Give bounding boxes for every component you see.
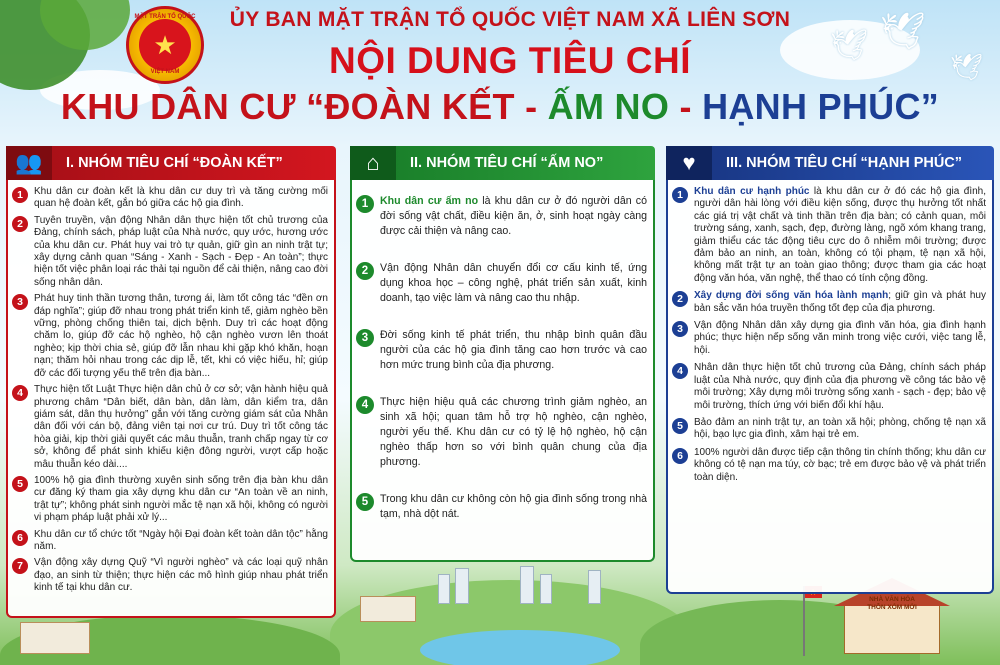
list-item [12, 475, 328, 525]
criteria-list [350, 180, 655, 562]
list-item [356, 261, 647, 306]
item-text: Phát huy tinh thần tương thân, tương ái, làm tốt công tác “đền ơn đáp nghĩa”; giúp đỡ nhau trong phát triển kinh tế, giảm nghèo bền vững, phòng chống thiên tai, dịch bệnh. Duy trì các hoạt động chăm lo, giúp đỡ các hộ nghèo, hộ cận nghèo vươn lên thoát nghèo; kịp thời chia sẻ, giúp đỡ lẫn nhau khi gặp khó khăn, hoạn nạn; thăm hỏi nhau trong các dịp lễ, tết, khi có việc hiếu, hỉ; giúp đỡ các đối tượng yếu thế trên địa bàn... [34, 293, 328, 379]
item-number: 3 [356, 329, 374, 347]
item-text: Tuyên truyền, vận động Nhân dân thực hiện tốt chủ trương của Đảng, chính sách, pháp luật của Nhà nước, quy ước, hương ước của khu dân cư. Phát huy vai trò tự quản, giữ gìn an ninh trật tự; xây dựng cảnh quan “Sáng - Xanh - Sạch - Đẹp - An toàn”; thực hiện tốt việc phân loại rác thải tại nguồn để cải thiện, nâng cao đời sống nhân dân. [34, 214, 328, 288]
item-number: 2 [672, 291, 688, 307]
item-number: 5 [672, 418, 688, 434]
emblem-bottom-text: VIỆT NAM [150, 69, 180, 75]
list-item [672, 447, 986, 484]
list-item [12, 186, 328, 211]
item-text: Đời sống kinh tế phát triển, thu nhập bình quân đầu người của các hộ gia đình tăng cao hơn trước và cao hơn mức trung bình của địa phương. [380, 329, 647, 371]
item-text: Vận động xây dựng Quỹ “Vì người nghèo” và các loại quỹ nhân đạo, an sinh từ thiện; thực hiện các mô hình giúp nhau phát triển kinh tế tại khu dân cư. [34, 557, 328, 594]
item-text: Thực hiện hiệu quả các chương trình giảm nghèo, an sinh xã hội; quan tâm hỗ trợ hộ nghèo, cận nghèo, người yếu thế. Khu dân cư có tỷ lệ hộ nghèo, hộ cận nghèo thấp hơn so với bình quân chung của địa phương. [380, 396, 647, 468]
criteria-group-prosperity [350, 146, 655, 562]
star-icon: ★ [139, 19, 191, 71]
people-group-icon: 👥 [6, 146, 52, 180]
dove-icon: 🕊 [880, 10, 926, 51]
list-item [356, 194, 647, 239]
item-number: 5 [12, 476, 28, 492]
list-item [12, 529, 328, 554]
sub-title-part1: KHU DÂN CƯ “ĐOÀN KẾT - [60, 86, 548, 127]
list-item [12, 293, 328, 380]
dove-icon: 🕊 [950, 52, 984, 82]
item-number: 4 [12, 385, 28, 401]
item-lead: Xây dựng đời sống văn hóa lành mạnh [694, 290, 889, 302]
item-number: 1 [12, 187, 28, 203]
family-heart-icon: ♥ [666, 146, 712, 180]
criteria-group-solidarity [6, 146, 336, 618]
item-number: 6 [672, 448, 688, 464]
criteria-group-happiness [666, 146, 994, 594]
item-number: 7 [12, 558, 28, 574]
item-number: 2 [356, 262, 374, 280]
culture-house-sign-line1: NHÀ VĂN HÓA [869, 596, 915, 603]
item-text: Thực hiện tốt Luật Thực hiện dân chủ ở cơ sở; vận hành hiệu quả phương châm “Dân biết, dân bàn, dân làm, dân kiểm tra, dân giám sát, dân thụ hưởng” gắn với tăng cường giám sát của Nhân dân đối với cán bộ, đảng viên tại nơi cư trú. Duy trì tốt công tác hòa giải, kịp thời giải quyết các mâu thuẫn, tranh chấp ngay từ cơ sở, không để phát sinh khiếu kiện đông người, vượt cấp hoặc mâu thuẫn kéo dài.... [34, 384, 328, 470]
list-item [12, 384, 328, 471]
list-item [672, 320, 986, 357]
item-text: 100% hộ gia đình thường xuyên sinh sống trên địa bàn khu dân cư đăng ký tham gia xây dựng khu dân cư “An toàn về an ninh, trật tự”; không phát sinh người mắc tệ nạn xã hội, không có người vi phạm pháp luật phải xử lý... [34, 474, 328, 524]
item-body: là khu dân cư ở đó các hộ gia đình, người dân hài lòng với điều kiện sống, được thụ hưởng tốt nhất các giá trị vật chất và tinh thần trên địa bàn; có cảnh quan, môi trường sáng, xanh, sạch, đẹp, đường làng, ngõ xóm khang trang, giảm thiểu các tác động tiêu cực do ô nhiễm môi trường; được đảm bảo an ninh, an toàn, không có tội phạm, tệ nạn xã hội, không mất trật tự an toàn giao thông; được tham gia các hoạt động văn hóa, văn nghệ, thể thao có tính cộng đồng. [694, 186, 986, 284]
sub-title [0, 86, 1000, 128]
culture-house-sign [856, 596, 928, 612]
house-icon: ⌂ [350, 146, 396, 180]
culture-house-sign-line2: THÔN XÓM MỚI [867, 604, 917, 611]
flag-pole [803, 586, 805, 656]
item-number: 2 [12, 216, 28, 232]
item-number: 4 [672, 363, 688, 379]
river [420, 630, 620, 665]
item-body: ; giữ gìn và phát huy bản sắc văn hóa truyền thống tốt đẹp của địa phương. [694, 290, 986, 314]
front-emblem [126, 6, 204, 84]
criteria-group-header [666, 146, 994, 180]
organization-title: ỦY BAN MẶT TRẬN TỔ QUỐC VIỆT NAM XÃ LIÊN SƠN [229, 8, 791, 31]
list-item [356, 328, 647, 373]
item-text: Nhân dân thực hiện tốt chủ trương của Đảng, chính sách pháp luật của Nhà nước, quy định của địa phương về công tác bảo vệ môi trường; Xây dựng môi trường sống xanh - sạch - đẹp; bảo vệ môi trường, thích ứng với biến đổi khí hậu. [694, 362, 986, 411]
item-number: 1 [672, 187, 688, 203]
item-text [694, 290, 986, 315]
item-text: 100% người dân được tiếp cận thông tin chính thống; khu dân cư không có tệ nạn ma túy, cờ bạc; trẻ em được bảo vệ và phát triển toàn diện. [694, 446, 986, 483]
list-item [672, 186, 986, 285]
village-house [360, 596, 416, 622]
list-item [356, 395, 647, 470]
criteria-list [666, 180, 994, 594]
sub-title-part3: - [669, 86, 703, 127]
list-item [672, 417, 986, 442]
item-number: 1 [356, 195, 374, 213]
criteria-group-header [6, 146, 336, 180]
village-house [20, 622, 90, 654]
item-body: là khu dân cư ở đó người dân có đời sống vật chất, điều kiện ăn, ở, sinh hoạt ngày càng được cải thiện và nâng cao. [380, 195, 647, 237]
main-title: NỘI DUNG TIÊU CHÍ [328, 40, 692, 81]
item-number: 4 [356, 396, 374, 414]
item-text [694, 186, 986, 285]
item-text: Khu dân cư đoàn kết là khu dân cư duy trì và tăng cường mối quan hệ đoàn kết, gắn bó giữa các hộ gia đình. [34, 186, 328, 210]
dove-icon: 🕊 [830, 29, 869, 62]
city-building [588, 570, 601, 604]
item-text: Trong khu dân cư không còn hộ gia đình sống trong nhà tạm, nhà dột nát. [380, 493, 647, 520]
city-building [455, 568, 469, 604]
list-item [12, 557, 328, 594]
city-building [540, 574, 552, 604]
item-text: Khu dân cư tổ chức tốt “Ngày hội Đại đoàn kết toàn dân tộc” hằng năm. [34, 528, 328, 552]
item-text: Bảo đảm an ninh trật tự, an toàn xã hội; phòng, chống tệ nạn xã hội, bạo lực gia đình, xâm hại trẻ em. [694, 416, 986, 441]
item-number: 3 [12, 294, 28, 310]
list-item [356, 492, 647, 522]
list-item [672, 290, 986, 315]
emblem-top-text: MẶT TRẬN TỔ QUỐC [134, 14, 196, 20]
city-building [520, 566, 534, 604]
list-item [12, 215, 328, 289]
item-number: 5 [356, 493, 374, 511]
criteria-group-title: I. NHÓM TIÊU CHÍ “ĐOÀN KẾT” [66, 155, 283, 171]
item-number: 6 [12, 530, 28, 546]
item-text [380, 194, 647, 239]
item-text: Vận động Nhân dân xây dựng gia đình văn hóa, gia đình hạnh phúc; thực hiện nếp sống văn minh trong việc cưới, việc tang lễ, hội. [694, 320, 986, 356]
item-number: 3 [672, 321, 688, 337]
item-lead: Khu dân cư ấm no [380, 195, 479, 207]
sub-title-part2: ẤM NO [547, 86, 670, 127]
criteria-group-header [350, 146, 655, 180]
sub-title-part4: HẠNH PHÚC” [702, 86, 940, 127]
criteria-group-title: III. NHÓM TIÊU CHÍ “HẠNH PHÚC” [726, 155, 963, 171]
criteria-list [6, 180, 336, 618]
list-item [672, 362, 986, 412]
city-building [438, 574, 450, 604]
item-lead: Khu dân cư hạnh phúc [694, 186, 810, 197]
item-text: Vận động Nhân dân chuyển đổi cơ cấu kinh tế, ứng dụng khoa học – công nghệ, phát triển sản xuất, kinh doanh, tạo việc làm và nâng cao thu nhập. [380, 262, 647, 304]
criteria-group-title: II. NHÓM TIÊU CHÍ “ẤM NO” [410, 155, 604, 171]
